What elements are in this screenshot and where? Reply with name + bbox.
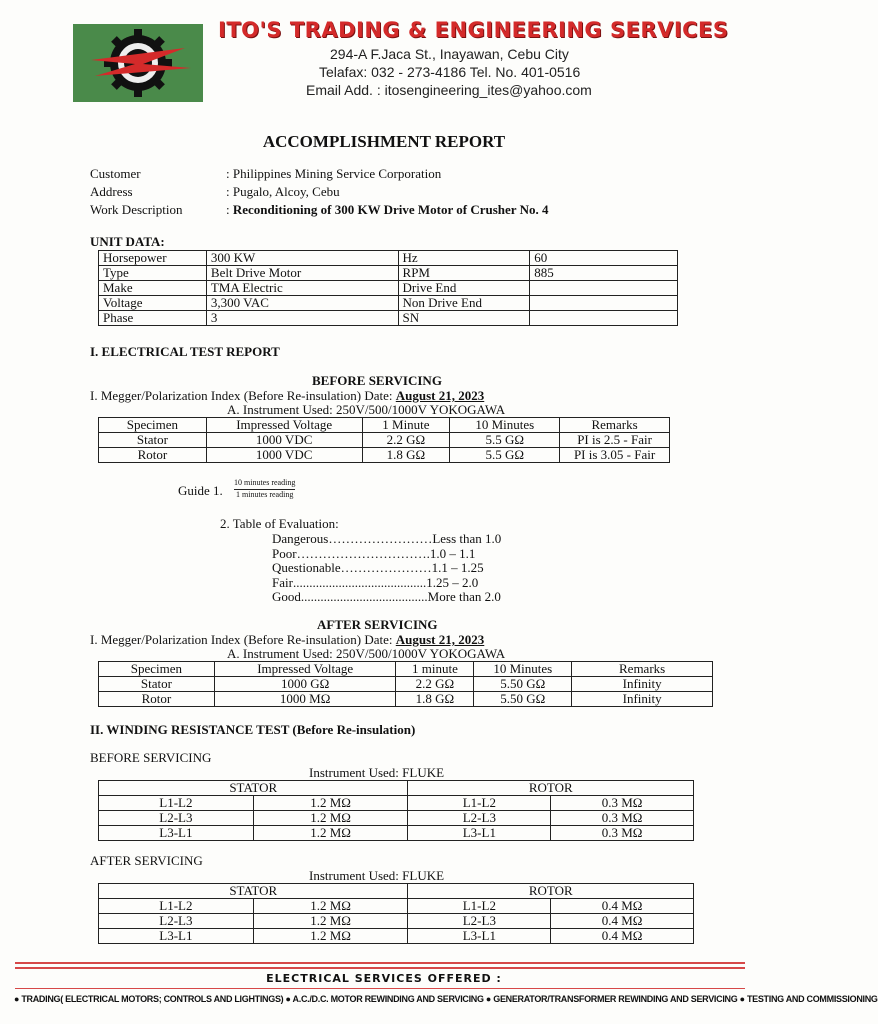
table-cell: Voltage [99,296,207,311]
before-megger-line: I. Megger/Polarization Index (Before Re-insulation) Date: August 21, 2023 [90,388,485,403]
table-row [99,677,713,692]
column-header: Remarks [560,418,670,433]
work-value: : Reconditioning of 300 KW Drive Motor of Crusher No. 4 [226,202,549,217]
table-cell: Drive End [398,281,530,296]
winding-before-heading: BEFORE SERVICING [90,750,212,765]
table-cell: 1.8 GΩ [362,448,450,463]
table-row [99,826,694,841]
table-cell: 5.5 GΩ [450,433,560,448]
table-cell: 0.3 MΩ [551,811,694,826]
after-megger-table [98,661,713,707]
table-cell: L2-L3 [99,811,254,826]
evaluation-row [272,589,501,605]
evaluation-label: Dangerous [272,531,329,546]
evaluation-dots: ....................................... [300,589,428,604]
table-row [99,448,670,463]
column-header: 10 Minutes [474,662,572,677]
evaluation-dots: …………………… [328,531,433,546]
evaluation-dots: ......................................... [292,574,427,590]
table-cell: 2.2 GΩ [362,433,450,448]
table-cell: L1-L2 [408,796,551,811]
company-address: 294-A F.Jaca St., Inayawan, Cebu City [330,46,569,62]
after-instrument: A. Instrument Used: 250V/500/1000V YOKOGAWA [227,646,506,661]
table-cell: Stator [99,433,207,448]
after-megger-line: I. Megger/Polarization Index (Before Re-insulation) Date: August 21, 2023 [90,632,485,647]
table-row [99,914,694,929]
before-instrument: A. Instrument Used: 250V/500/1000V YOKOGAWA [227,402,506,417]
table-cell: 3 [206,311,398,326]
table-cell: 300 KW [206,251,398,266]
table-row [99,296,678,311]
table-cell: 0.3 MΩ [551,796,694,811]
evaluation-value: Less than 1.0 [432,531,502,546]
evaluation-dots: ………………… [340,560,432,575]
footer-divider [15,962,745,964]
table-cell: Infinity [572,677,713,692]
gear-lightning-icon [73,24,203,102]
table-header-row [99,662,713,677]
guide-denominator: 1 minutes reading [236,490,294,499]
table-cell: TMA Electric [206,281,398,296]
evaluation-label: Poor [272,545,297,561]
table-header-row [99,418,670,433]
table-cell: 1000 VDC [206,433,362,448]
table-cell: Hz [398,251,530,266]
table-cell: L1-L2 [99,796,254,811]
evaluation-label: Questionable [272,560,341,575]
table-cell: L2-L3 [408,914,551,929]
table-cell: 1.2 MΩ [253,929,408,944]
table-cell: Belt Drive Motor [206,266,398,281]
table-row [99,266,678,281]
column-header: Impressed Voltage [214,662,396,677]
table-cell: 0.4 MΩ [551,899,694,914]
table-cell: RPM [398,266,530,281]
table-cell: 1.2 MΩ [253,899,408,914]
after-servicing-heading: AFTER SERVICING [317,617,438,632]
services-list: ● TRADING( ELECTRICAL MOTORS; CONTROLS AND LIGHTINGS) ● A.C./D.C. MOTOR REWINDING AND SERVICING ● GENERATOR/TRANSFORMER REWINDING AND SERVICING ● TESTING AND COMMISSIONING [14,994,878,1004]
company-email: Email Add. : itosengineering_ites@yahoo.com [306,82,592,98]
guide-numerator: 10 minutes reading [234,478,295,490]
winding-after-heading: AFTER SERVICING [90,853,203,868]
table-row [99,796,694,811]
table-cell: L1-L2 [408,899,551,914]
address-label: Address [90,184,133,199]
winding-before-instrument: Instrument Used: FLUKE [309,765,445,780]
winding-after-instrument: Instrument Used: FLUKE [309,868,445,883]
table-cell: 1.2 MΩ [253,796,408,811]
table-cell: 5.50 GΩ [474,677,572,692]
table-cell: 0.4 MΩ [551,929,694,944]
footer-title: ELECTRICAL SERVICES OFFERED : [266,972,502,985]
table-row [99,899,694,914]
table-cell: L3-L1 [408,929,551,944]
table-header-row [99,884,694,899]
footer-divider [15,967,745,969]
footer-divider [15,988,745,989]
table-row [99,692,713,707]
table-cell: Type [99,266,207,281]
column-header: Specimen [99,418,207,433]
table-cell: 60 [530,251,678,266]
table-cell: 1000 MΩ [214,692,396,707]
table-cell: Non Drive End [398,296,530,311]
winding-heading: II. WINDING RESISTANCE TEST (Before Re-insulation) [90,722,416,737]
stator-header: STATOR [99,884,408,899]
table-cell: Horsepower [99,251,207,266]
address-value: : Pugalo, Alcoy, Cebu [226,184,340,199]
table-cell: 0.4 MΩ [551,914,694,929]
table-cell: PI is 2.5 - Fair [560,433,670,448]
evaluation-value: More than 2.0 [427,589,501,604]
company-phone: Telafax: 032 - 273-4186 Tel. No. 401-0516 [319,64,581,80]
evaluation-dots: …………………………. [296,545,430,561]
table-cell [530,311,678,326]
table-cell: SN [398,311,530,326]
table-cell: L2-L3 [99,914,254,929]
rotor-header: ROTOR [408,884,694,899]
report-title: ACCOMPLISHMENT REPORT [262,132,506,151]
table-cell: Make [99,281,207,296]
guide-formula [234,478,295,500]
company-logo [73,24,203,102]
table-cell: 1.2 MΩ [253,914,408,929]
customer-label: Customer [90,166,141,181]
unit-data-heading: UNIT DATA: [90,234,165,249]
evaluation-value: 1.0 – 1.1 [429,545,476,561]
evaluation-label: Fair [272,574,293,590]
winding-before-table [98,780,694,841]
table-cell [530,296,678,311]
table-row [99,811,694,826]
table-cell: L3-L1 [99,929,254,944]
table-cell: PI is 3.05 - Fair [560,448,670,463]
table-cell: 5.5 GΩ [450,448,560,463]
table-cell: 1.2 MΩ [253,811,408,826]
column-header: 1 Minute [362,418,450,433]
table-cell [530,281,678,296]
table-cell: 2.2 GΩ [396,677,474,692]
evaluation-label: Good [272,589,301,604]
table-cell: L2-L3 [408,811,551,826]
column-header: Impressed Voltage [206,418,362,433]
evaluation-value: 1.1 – 1.25 [431,560,484,575]
guide-label: Guide 1. [178,483,223,498]
evaluation-heading: 2. Table of Evaluation: [220,516,339,531]
electrical-heading: I. ELECTRICAL TEST REPORT [90,344,280,359]
table-cell: Rotor [99,692,215,707]
unit-data-table [98,250,678,326]
table-header-row [99,781,694,796]
table-cell: L3-L1 [99,826,254,841]
table-row [99,311,678,326]
table-cell: 5.50 GΩ [474,692,572,707]
column-header: Remarks [572,662,713,677]
table-cell: Stator [99,677,215,692]
column-header: Specimen [99,662,215,677]
table-cell: 1000 VDC [206,448,362,463]
table-row [99,281,678,296]
evaluation-value: 1.25 – 2.0 [426,574,479,590]
table-row [99,433,670,448]
table-row [99,929,694,944]
before-megger-table [98,417,670,463]
column-header: 10 Minutes [450,418,560,433]
table-cell: 1.8 GΩ [396,692,474,707]
table-cell: Rotor [99,448,207,463]
table-cell: L3-L1 [408,826,551,841]
rotor-header: ROTOR [408,781,694,796]
table-row [99,251,678,266]
customer-value: : Philippines Mining Service Corporation [226,166,442,181]
table-cell: Phase [99,311,207,326]
table-cell: Infinity [572,692,713,707]
work-label: Work Description [90,202,183,217]
stator-header: STATOR [99,781,408,796]
table-cell: 885 [530,266,678,281]
table-cell: L1-L2 [99,899,254,914]
winding-after-table [98,883,694,944]
column-header: 1 minute [396,662,474,677]
table-cell: 3,300 VAC [206,296,398,311]
table-cell: 0.3 MΩ [551,826,694,841]
before-servicing-heading: BEFORE SERVICING [312,373,442,388]
company-name: ITO'S TRADING & ENGINEERING SERVICES [218,18,729,42]
table-cell: 1.2 MΩ [253,826,408,841]
table-cell: 1000 GΩ [214,677,396,692]
